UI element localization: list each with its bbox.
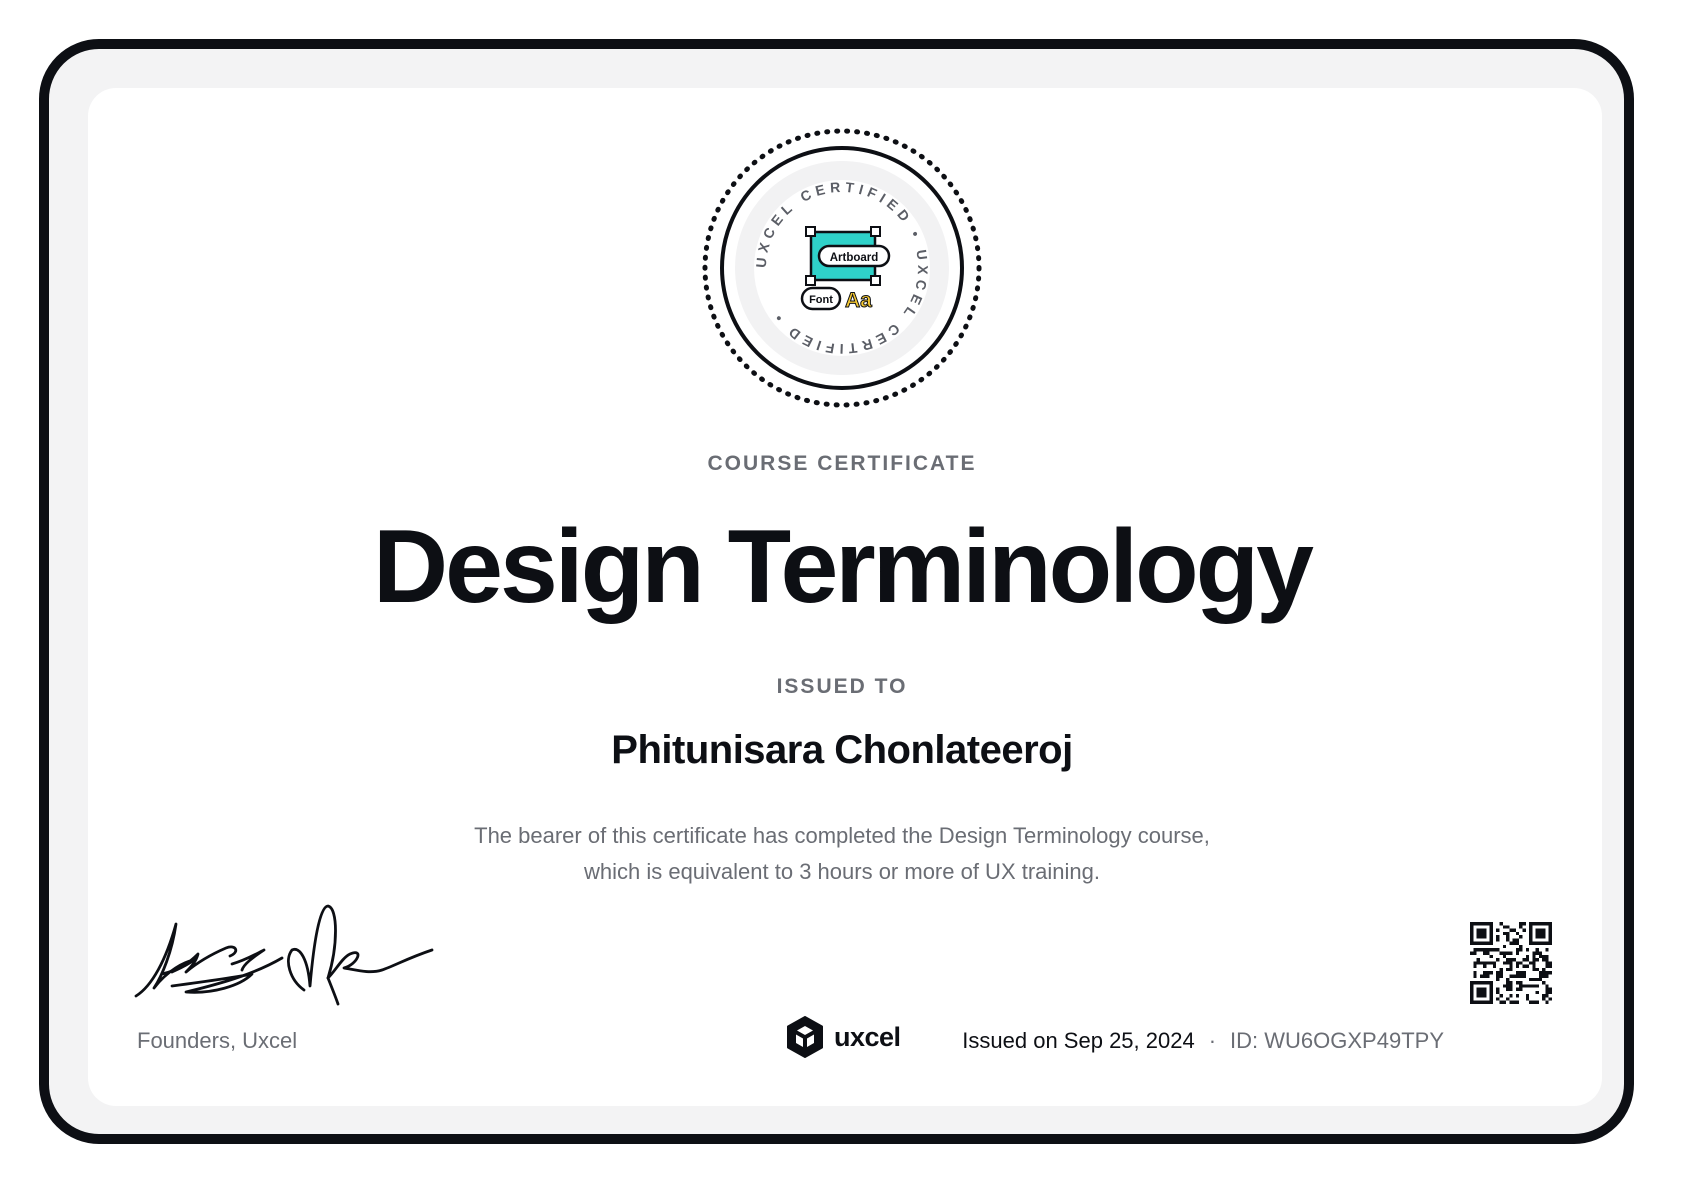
artboard-label: Artboard	[829, 252, 879, 264]
issued-to-label: ISSUED TO	[776, 675, 908, 698]
course-title: Design Terminology	[373, 509, 1311, 625]
font-label: Font	[809, 294, 833, 306]
qr-code-icon[interactable]	[1470, 922, 1552, 1004]
certified-badge-icon	[702, 128, 982, 408]
issue-date: Issued on Sep 25, 2024	[962, 1028, 1195, 1053]
description-line-1: The bearer of this certificate has completed the Design Terminology course,	[474, 823, 1210, 848]
signature-caption: Founders, Uxcel	[137, 1028, 298, 1053]
issue-info	[962, 1028, 1444, 1054]
founder-signatures-icon	[132, 900, 437, 1010]
aa-label: Aa	[845, 289, 872, 312]
certificate-id: ID: WU6OGXP49TPY	[1230, 1028, 1444, 1053]
issue-separator: ·	[1208, 1028, 1217, 1053]
description-line-2: which is equivalent to 3 hours or more of UX training.	[583, 859, 1101, 884]
brand-name: uxcel	[834, 1021, 901, 1052]
brand-lockup	[786, 1015, 901, 1059]
certificate-description	[0, 818, 1684, 890]
certificate-kicker: COURSE CERTIFICATE	[707, 452, 977, 475]
recipient-name: Phitunisara Chonlateeroj	[611, 728, 1073, 772]
badge-ring-text: UXCEL CERTIFIED • UXCEL CERTIFIED •	[752, 178, 932, 358]
uxcel-logo-icon	[786, 1016, 824, 1058]
